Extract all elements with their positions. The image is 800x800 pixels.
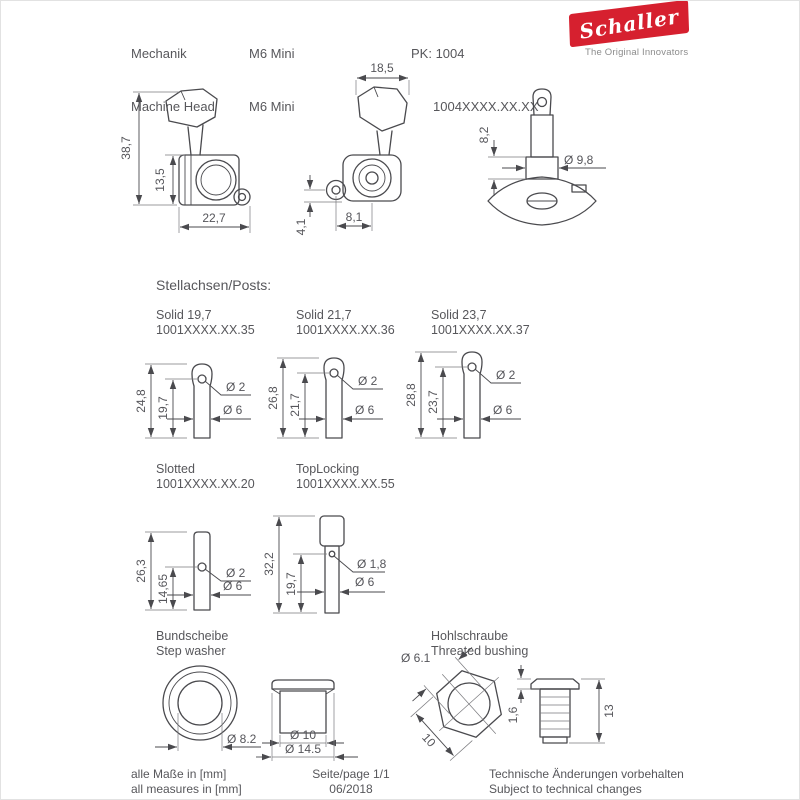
footer-date: 06/2018 — [329, 781, 373, 796]
post-toplocking-drawing — [259, 504, 414, 659]
post-label-solid-217 — [296, 308, 395, 338]
dim-post-dia: Ø 6 — [355, 403, 375, 417]
top-view-drawing — [464, 67, 654, 237]
logo-red-box — [569, 0, 689, 47]
washer-side-drawing — [256, 667, 371, 767]
dim-post-upper: 21,7 — [288, 393, 302, 417]
post-title: Solid 23,7 — [431, 308, 487, 322]
washer-title-de: Bundscheibe — [156, 629, 229, 643]
dim-washer-outer: Ø 14.5 — [284, 742, 322, 756]
footer-page-number: Seite/page 1/1 — [312, 767, 390, 781]
dim-post-dia: Ø 6 — [223, 403, 243, 417]
washer-title-en: Step washer — [156, 644, 226, 658]
schaller-logo — [569, 3, 699, 58]
post-label-slotted — [156, 462, 255, 492]
logo-tagline: The Original Innovators — [585, 47, 689, 58]
post-solid-237-drawing — [399, 343, 549, 468]
dim-post-upper: 14,65 — [156, 573, 170, 605]
washer-label — [156, 629, 228, 659]
dim-side-total-height: 38,7 — [119, 136, 133, 160]
footer-disclaimer — [489, 767, 684, 796]
dim-post-total: 28,8 — [404, 383, 418, 407]
footer-units — [131, 767, 242, 796]
dim-post-hole: Ø 2 — [226, 566, 246, 580]
gear-housing-side — [179, 155, 239, 205]
post-label-solid-197 — [156, 308, 255, 338]
dim-post-total: 26,8 — [266, 386, 280, 410]
dim-front-ear-offset: 4,1 — [294, 218, 308, 236]
post-solid-197-drawing — [129, 343, 279, 468]
dim-post-dia: Ø 6 — [355, 575, 375, 589]
dim-post-total: 26,3 — [134, 559, 148, 583]
dim-post-hole: Ø 2 — [358, 374, 378, 388]
bushing-side-drawing — [506, 659, 631, 774]
side-view-drawing — [99, 59, 269, 244]
footer-units-en: all measures in [mm] — [131, 781, 242, 796]
dim-bushing-height: 13 — [602, 704, 616, 718]
footer-units-de: alle Maße in [mm] — [131, 767, 227, 781]
post-collar — [526, 157, 558, 179]
post-title: Solid 19,7 — [156, 308, 212, 322]
post-slotted-drawing — [129, 513, 279, 643]
post-code: 1001XXXX.XX.37 — [431, 323, 530, 337]
dim-post-dia: Ø 6 — [223, 579, 243, 593]
post-title: TopLocking — [296, 462, 360, 476]
tuner-button-side — [166, 89, 217, 127]
post-label-toplocking — [296, 462, 395, 492]
bushing-title-de: Hohlschraube — [431, 629, 509, 643]
dim-post-dia: Ø 6 — [493, 403, 513, 417]
footer-disclaimer-de: Technische Änderungen vorbehalten — [489, 767, 684, 781]
footer-disclaimer-en: Subject to technical changes — [489, 781, 642, 796]
dim-washer-hole: Ø 8.2 — [227, 732, 257, 746]
dim-bushing-across-flats: 10 — [419, 730, 439, 750]
product-name-de: Mechanik — [131, 46, 187, 61]
dim-side-width: 22,7 — [202, 211, 226, 225]
post-title: Solid 21,7 — [296, 308, 352, 322]
dim-front-hole-spacing: 8,1 — [345, 210, 363, 224]
dim-top-collar-height: 8,2 — [477, 126, 491, 144]
front-view-drawing — [294, 59, 469, 249]
post-code: 1001XXXX.XX.55 — [296, 477, 395, 491]
knurled-locking-knob — [320, 516, 344, 546]
dim-bushing-flange: 1,6 — [506, 706, 520, 724]
dim-post-hole: Ø 1,8 — [357, 557, 387, 571]
post-code: 1001XXXX.XX.20 — [156, 477, 255, 491]
post-code: 1001XXXX.XX.35 — [156, 323, 255, 337]
post-solid-217-drawing — [261, 343, 411, 468]
dim-post-upper: 19,7 — [156, 396, 170, 420]
footer-page-info — [296, 767, 406, 796]
logo-wordmark: Schaller — [577, 3, 681, 44]
dim-post-upper: 23,7 — [426, 390, 440, 414]
dim-post-upper: 19,7 — [284, 572, 298, 596]
post-label-solid-237 — [431, 308, 530, 338]
model-line2: M6 Mini — [249, 98, 295, 114]
string-post-tip — [533, 89, 551, 115]
dim-post-hole: Ø 2 — [496, 368, 516, 382]
tuner-button-front — [358, 87, 407, 131]
model-line1: M6 Mini — [249, 46, 295, 61]
dim-washer-top: Ø 10 — [289, 728, 317, 742]
dim-post-hole: Ø 2 — [226, 380, 246, 394]
pk-number: PK: 1004 — [411, 46, 465, 61]
dim-front-button-width: 18,5 — [370, 61, 394, 75]
posts-section-heading: Stellachsen/Posts: — [156, 277, 272, 293]
post-code: 1001XXXX.XX.36 — [296, 323, 395, 337]
dim-post-total: 32,2 — [262, 552, 276, 576]
dim-top-post-diameter: Ø 9,8 — [564, 153, 594, 167]
mounting-ear — [234, 189, 250, 205]
dim-side-housing-height: 13,5 — [153, 168, 167, 192]
dim-bushing-hole: Ø 6.1 — [401, 651, 431, 665]
bushing-title-en: Threated bushing — [431, 644, 529, 658]
dim-post-total: 24,8 — [134, 389, 148, 413]
gear-housing-front — [343, 155, 401, 201]
product-name-en: Machine Head — [131, 98, 215, 114]
pk-code: 1004XXXX.XX.XX — [433, 98, 539, 114]
post-title: Slotted — [156, 462, 195, 476]
washer-front-drawing — [143, 661, 265, 766]
